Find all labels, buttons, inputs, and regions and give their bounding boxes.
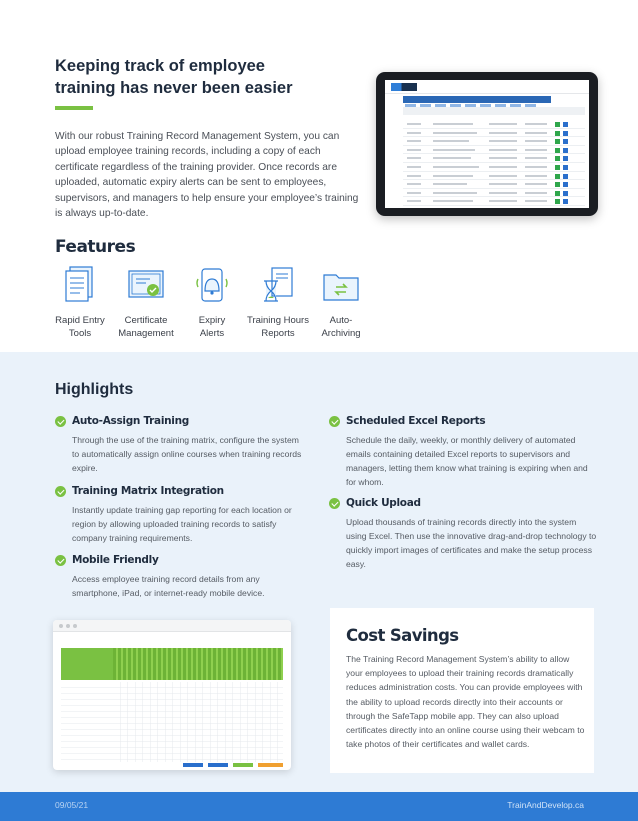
hourglass-report-icon <box>256 263 300 307</box>
feature-expiry-alerts <box>177 263 247 340</box>
app-nav <box>403 96 551 103</box>
cost-savings-body: The Training Record Management System’s ability to allow your employees to upload their training records dramatically reduces administration costs. You can provide employees with the ability to upload records directly into their accounts or through the SafeTapp mobile app. They can also upload certificates directly into an online course using their webcam to take photos of their certificates and wallet cards. <box>346 654 585 750</box>
highlight-scheduled-reports <box>329 415 599 489</box>
highlight-training-matrix <box>55 485 305 545</box>
app-logo <box>391 83 417 91</box>
highlight-title: Quick Upload <box>346 497 421 509</box>
hero-body: With our robust Training Record Management System, you can upload employee training records, including a copy of each certificate regardless of the training provider. Once records are uploaded, automatic expiry alerts can be sent to employees, supervisors, and managers to help ensure your employee’s training is always up-to-date. <box>55 131 359 220</box>
highlight-text: Through the use of the training matrix, configure the system to automatically assign online courses when training records expire. <box>72 435 302 473</box>
matrix-legend <box>61 648 113 680</box>
document-stack-icon <box>58 263 102 307</box>
highlight-text: Upload thousands of training records directly into the system using Excel. Then use the innovative drag-and-drop technology to quickly import images of certificates and make the setup process easy. <box>346 517 597 569</box>
highlight-title: Auto-Assign Training <box>72 415 190 427</box>
highlight-title: Scheduled Excel Reports <box>346 415 486 427</box>
highlight-auto-assign <box>55 415 305 475</box>
app-table-header <box>403 107 585 115</box>
matrix-columns <box>113 682 283 762</box>
check-circle-icon <box>55 555 66 566</box>
feature-label: Training Hours Reports <box>247 315 309 339</box>
highlight-mobile-friendly <box>55 554 305 600</box>
feature-label: Certificate Management <box>118 315 174 339</box>
cost-savings-title: Cost Savings <box>346 626 459 645</box>
feature-auto-archiving <box>306 263 376 340</box>
hero-title-line1: Keeping track of employee <box>55 57 265 75</box>
highlight-title: Training Matrix Integration <box>72 485 224 497</box>
archive-folder-icon <box>319 263 363 307</box>
cost-savings-card <box>330 608 594 773</box>
hero-title-line2: training has never been easier <box>55 79 293 97</box>
check-circle-icon <box>329 416 340 427</box>
alarm-bell-icon <box>190 263 234 307</box>
certificate-icon <box>124 263 168 307</box>
app-table-rows <box>403 120 585 206</box>
tablet-screen <box>385 80 589 208</box>
footer-date: 09/05/21 <box>55 800 89 810</box>
highlight-text: Instantly update training gap reporting for each location or region by allowing uploaded training records to satisfy company training requirements. <box>72 505 292 543</box>
training-matrix-screenshot <box>53 620 291 770</box>
tablet-screenshot <box>376 72 598 216</box>
highlight-title: Mobile Friendly <box>72 554 159 566</box>
highlights-title: Highlights <box>55 381 134 398</box>
check-circle-icon <box>55 416 66 427</box>
feature-label: Auto- Archiving <box>321 315 361 339</box>
matrix-header-grid <box>113 648 283 680</box>
check-circle-icon <box>55 486 66 497</box>
check-circle-icon <box>329 498 340 509</box>
feature-rapid-entry <box>45 263 115 340</box>
feature-label: Rapid Entry Tools <box>55 315 105 339</box>
hero-title <box>55 55 355 99</box>
hero-accent-rule <box>55 106 93 110</box>
highlight-quick-upload <box>329 497 599 571</box>
matrix-buttons <box>183 763 283 767</box>
highlight-text: Access employee training record details from any smartphone, iPad, or internet-ready mobile device. <box>72 574 265 598</box>
app-topbar <box>385 80 589 94</box>
feature-training-hours-reports <box>243 263 313 340</box>
feature-certificate-management <box>111 263 181 340</box>
footer-site-link[interactable]: TrainAndDevelop.ca <box>507 800 584 810</box>
window-bar <box>53 620 291 632</box>
highlight-text: Schedule the daily, weekly, or monthly delivery of automated emails containing detailed Excel reports to supervisors and managers, letting them know what training is expiring when and for whom. <box>346 435 588 487</box>
features-title: Features <box>55 237 136 257</box>
footer <box>0 792 638 821</box>
feature-label: Expiry Alerts <box>198 315 226 339</box>
